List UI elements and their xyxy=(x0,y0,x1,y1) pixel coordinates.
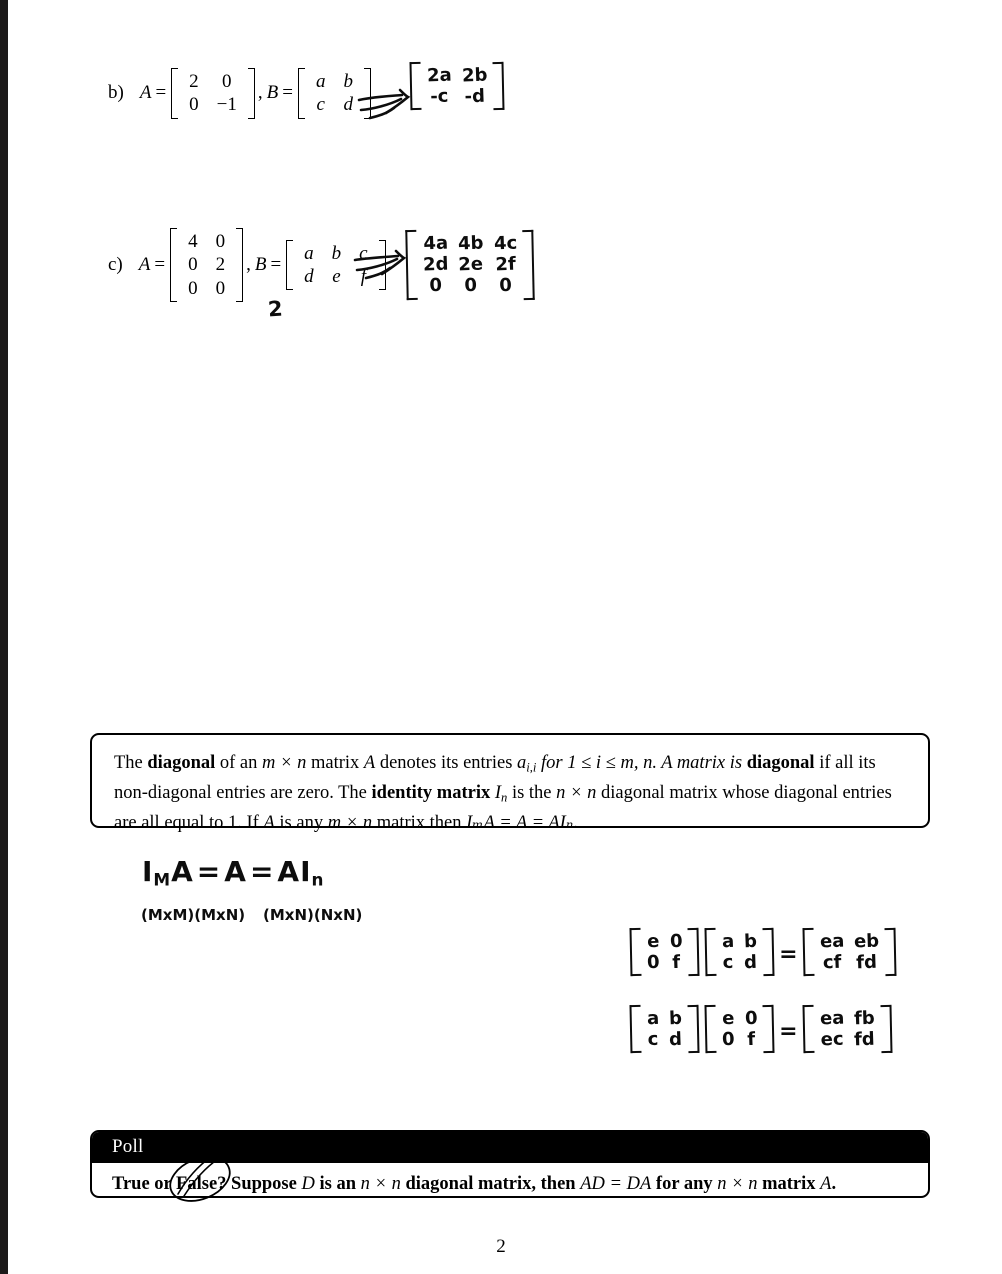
poll-q-mid3: for any xyxy=(651,1174,718,1194)
matrix-cell: c xyxy=(647,1029,659,1051)
problem-c-equals: = xyxy=(154,253,166,275)
matrix-cell: f xyxy=(746,1029,756,1051)
problem-row-c xyxy=(108,228,387,302)
matrix-cell: 0 xyxy=(669,930,683,953)
matrix-cell: d xyxy=(304,265,314,287)
matrix-cell: 0 xyxy=(429,275,443,297)
def-entry-subscript: i,i xyxy=(526,760,537,775)
problem-row-b xyxy=(108,68,372,119)
matrix-cell: e xyxy=(721,1007,735,1030)
matrix-cell: 2a xyxy=(426,64,453,87)
hw-a3: A xyxy=(277,855,301,888)
page-gutter-strip xyxy=(0,0,8,1274)
matrix-cell: d xyxy=(343,94,353,116)
hw-a: A xyxy=(171,855,194,888)
matrix-cell: ea xyxy=(819,930,845,953)
def-entry: a xyxy=(517,753,527,773)
matrix-cell: ea xyxy=(819,1007,845,1030)
def-line1-mid4: for 1 ≤ i ≤ m, n. A matrix is xyxy=(536,753,747,773)
matrix-cell: d xyxy=(668,1029,683,1051)
hw-eq1-left-matrix xyxy=(630,928,699,981)
matrix-cell: 0 xyxy=(464,275,478,297)
matrix-cell: f xyxy=(671,952,681,974)
def-bold-diagonal: diagonal xyxy=(147,753,216,773)
definition-box xyxy=(90,733,930,833)
def-line1-pre: The xyxy=(114,753,148,773)
handwritten-equation-2 xyxy=(630,1005,892,1058)
poll-q-mid: is an xyxy=(314,1174,361,1194)
matrix-cell: 0 xyxy=(215,231,226,252)
matrix-cell: 2d xyxy=(422,253,449,276)
hw-a2: A xyxy=(224,855,247,888)
poll-q-end: matrix xyxy=(757,1174,821,1194)
def-formula: IₘA = A = AIₙ xyxy=(466,812,574,833)
matrix-cell: a xyxy=(304,242,314,264)
def-line1-mid3: denotes its entries xyxy=(375,753,518,773)
matrix-cell: -d xyxy=(463,85,485,108)
poll-q-mid2: diagonal matrix, then xyxy=(400,1174,581,1194)
def-line3-mid: is any xyxy=(274,812,328,833)
matrix-cell: cf xyxy=(822,951,842,974)
matrix-cell: 2e xyxy=(458,253,484,276)
problem-c-matrix-a xyxy=(170,228,243,302)
hw-i: I xyxy=(142,855,154,888)
matrix-cell: a xyxy=(315,71,326,92)
def-line2-mid: I xyxy=(490,782,502,803)
hw-i-subscript: M xyxy=(153,869,172,890)
matrix-cell: 0 xyxy=(188,277,198,299)
problem-c-var-b: B xyxy=(254,253,267,275)
def-line2-end: diagonal matrix whose diagonal xyxy=(596,782,838,803)
problem-c-equals-2: = xyxy=(270,253,282,275)
hw-eq1-middle-matrix xyxy=(705,928,774,981)
matrix-cell: 0 xyxy=(188,254,198,276)
matrix-cell: fd xyxy=(853,1028,875,1051)
matrix-cell: d xyxy=(743,952,758,974)
problem-c-comma: , xyxy=(246,253,251,275)
matrix-cell: 0 xyxy=(189,94,199,116)
handwritten-dimension-note-right: (MxN)(NxN) xyxy=(263,906,363,924)
def-line3-end: . xyxy=(573,812,578,833)
matrix-cell: f xyxy=(360,265,367,287)
matrix-cell: 0 xyxy=(646,952,660,974)
problem-b-equals: = xyxy=(155,82,167,104)
def-line1-end: if all xyxy=(814,753,854,773)
def-dim2: n × n xyxy=(556,782,597,803)
page-number: 2 xyxy=(496,1236,506,1257)
matrix-cell: a xyxy=(646,1007,660,1030)
problem-b-comma: , xyxy=(257,82,263,104)
hw-eq2-equals: = xyxy=(779,1019,798,1045)
matrix-cell: 0 xyxy=(744,1007,758,1030)
def-dim1: m × n xyxy=(262,753,307,773)
matrix-cell: 4c xyxy=(493,232,518,255)
def-bold-identity-matrix: identity matrix xyxy=(371,782,491,803)
hw-eq2-result-matrix xyxy=(803,1005,892,1058)
handwritten-double-arrow-icon xyxy=(356,86,412,128)
matrix-cell: c xyxy=(359,242,368,264)
def-bold-diagonal-2: diagonal xyxy=(746,753,815,773)
matrix-cell: 4a xyxy=(423,232,449,255)
def-var-a2: A xyxy=(263,812,275,833)
handwritten-dimension-note-left: (MxM)(MxN) xyxy=(141,906,246,924)
poll-box xyxy=(90,1130,930,1198)
definition-text xyxy=(92,735,928,853)
handwritten-equation-1 xyxy=(630,928,896,981)
matrix-cell: 4 xyxy=(188,231,198,252)
hw-eq1-result-matrix xyxy=(803,928,896,981)
problem-c-var-a: A xyxy=(138,253,151,275)
matrix-cell: 2 xyxy=(189,71,199,92)
def-dim3: m × n xyxy=(327,812,373,833)
hw-i2-subscript: n xyxy=(311,869,325,890)
matrix-cell: b xyxy=(668,1007,683,1030)
matrix-cell: a xyxy=(721,930,735,953)
matrix-cell: -c xyxy=(429,85,449,108)
problem-b-equals-2: = xyxy=(282,82,293,104)
handwritten-margin-note-c: 2 xyxy=(267,296,284,322)
poll-header-label: Poll xyxy=(92,1132,928,1163)
def-line2-pre: its non-diagonal entries are zero. The xyxy=(114,753,876,803)
def-line3-pre: entries are all equal to 1. If xyxy=(114,782,892,833)
def-line1-mid: of an xyxy=(215,753,262,773)
matrix-cell: 2f xyxy=(494,253,516,276)
handwritten-answer-matrix-b xyxy=(410,62,504,115)
handwritten-double-arrow-icon-c xyxy=(352,248,408,290)
matrix-cell: 0 xyxy=(721,1029,735,1051)
matrix-cell: b xyxy=(331,242,342,264)
problem-label-b: b) xyxy=(108,82,124,104)
matrix-cell: e xyxy=(332,265,341,287)
matrix-cell: e xyxy=(646,930,660,953)
matrix-cell: −1 xyxy=(216,94,237,116)
matrix-cell: 2 xyxy=(215,254,226,276)
poll-formula: AD = DA xyxy=(580,1174,652,1194)
poll-dim-1: n × n xyxy=(360,1174,401,1194)
problem-b-matrix-a xyxy=(171,68,255,119)
def-identity-subscript: n xyxy=(501,790,508,805)
def-line1-mid2: matrix xyxy=(306,753,364,773)
hw-i2: I xyxy=(300,855,312,888)
problem-b-var-b: B xyxy=(266,82,279,104)
def-line3-mid2: matrix then xyxy=(372,812,467,833)
hw-eq1-equals: = xyxy=(779,942,798,968)
handwritten-identity-equation xyxy=(142,855,324,890)
poll-var-d: D xyxy=(301,1174,315,1194)
poll-question-text xyxy=(92,1163,928,1198)
matrix-cell: fd xyxy=(855,951,878,974)
matrix-cell: b xyxy=(343,71,353,92)
matrix-cell: ec xyxy=(819,1028,844,1051)
poll-q-pre: True or False? Suppose xyxy=(112,1174,302,1194)
matrix-cell: 0 xyxy=(498,275,513,297)
problem-b-var-a: A xyxy=(139,82,152,104)
matrix-cell: 4b xyxy=(458,232,485,255)
hw-equals-1: = xyxy=(196,855,222,888)
hw-eq2-middle-matrix xyxy=(705,1005,774,1058)
matrix-cell: c xyxy=(316,94,325,116)
matrix-cell: 0 xyxy=(222,71,232,92)
matrix-cell: 0 xyxy=(215,277,226,299)
hw-eq2-left-matrix xyxy=(630,1005,699,1058)
matrix-cell: b xyxy=(743,930,758,953)
poll-period: . xyxy=(831,1174,837,1194)
poll-dim-2: n × n xyxy=(717,1174,758,1194)
poll-var-a: A xyxy=(820,1174,832,1194)
hw-equals-2: = xyxy=(249,855,275,888)
matrix-cell: 2b xyxy=(461,64,488,87)
handwritten-answer-matrix-c xyxy=(406,230,534,305)
matrix-cell: fb xyxy=(853,1007,875,1030)
matrix-cell: c xyxy=(722,952,734,974)
def-var-a: A xyxy=(363,753,376,773)
matrix-cell: eb xyxy=(853,930,880,953)
problem-label-c: c) xyxy=(108,253,123,275)
def-line2-mid2: is the xyxy=(507,782,557,803)
